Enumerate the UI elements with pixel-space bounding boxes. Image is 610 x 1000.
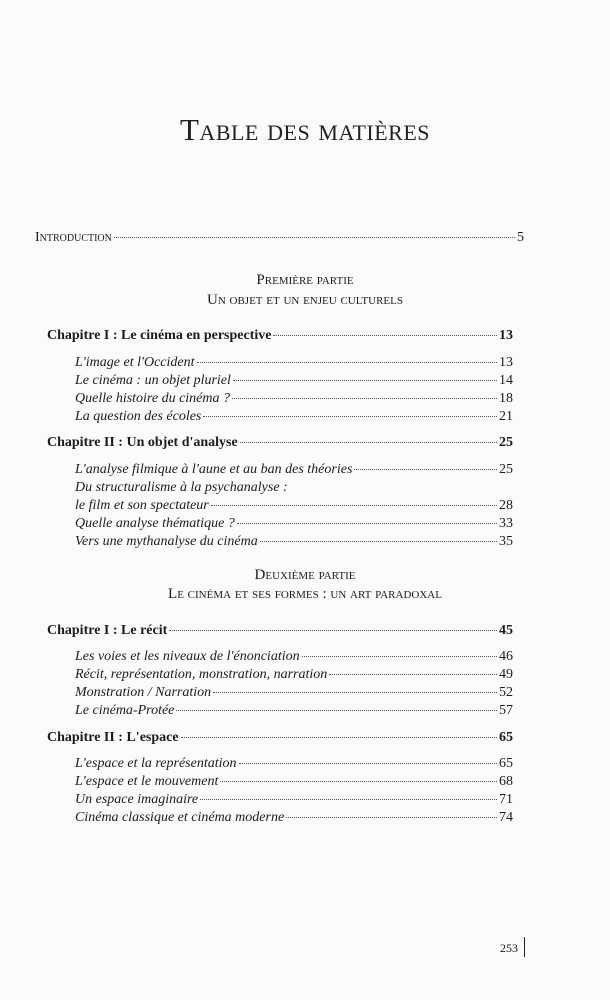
page-number: 14 — [499, 373, 513, 388]
toc-label: Un espace imaginaire — [75, 792, 199, 807]
toc-section[interactable] — [75, 685, 513, 701]
dot-leader — [354, 468, 497, 470]
dot-leader — [197, 361, 497, 363]
dot-leader — [200, 798, 497, 800]
dot-leader — [220, 780, 497, 782]
toc-label: Chapitre II : Un objet d'analyse — [47, 435, 238, 450]
toc-section[interactable] — [75, 462, 513, 478]
page-number: 18 — [499, 391, 513, 406]
toc-label: L'espace et le mouvement — [75, 774, 219, 789]
dot-leader — [273, 334, 497, 336]
page-number: 25 — [499, 462, 513, 477]
toc-label: Le cinéma : un objet pluriel — [75, 373, 231, 388]
dot-leader — [232, 397, 497, 399]
toc-entry-introduction[interactable] — [35, 230, 524, 246]
toc-label: le film et son spectateur — [75, 498, 209, 513]
page-number: 46 — [499, 649, 513, 664]
toc-label: Le cinéma-Protée — [75, 703, 175, 718]
toc-section[interactable] — [75, 498, 513, 514]
dot-leader — [213, 691, 497, 693]
toc-label: L'analyse filmique à l'aune et au ban des théories — [75, 462, 353, 477]
dot-leader — [260, 540, 497, 542]
toc-section-line: Du structuralisme à la psychanalyse : — [75, 480, 288, 495]
dot-leader — [169, 629, 497, 631]
toc-label: Introduction — [35, 230, 112, 245]
dot-leader — [237, 522, 497, 524]
toc-label: Chapitre II : L'espace — [47, 730, 179, 745]
page-number: 33 — [499, 516, 513, 531]
toc-label: Cinéma classique et cinéma moderne — [75, 810, 285, 825]
page-number: 49 — [499, 667, 513, 682]
part-heading: Première partie — [256, 272, 354, 288]
toc-section[interactable] — [75, 409, 513, 425]
toc-chapter[interactable] — [47, 435, 513, 451]
toc-label: Chapitre I : Le cinéma en perspective — [47, 328, 272, 343]
page-number: 13 — [499, 355, 513, 370]
toc-chapter[interactable] — [47, 730, 513, 746]
page-number: 74 — [499, 810, 513, 825]
toc-section[interactable] — [75, 703, 513, 719]
page-number: 25 — [499, 435, 513, 450]
toc-section[interactable] — [75, 649, 513, 665]
part-heading: Deuxième partie — [254, 567, 356, 583]
toc-section[interactable] — [75, 534, 513, 550]
dot-leader — [203, 415, 497, 417]
dot-leader — [286, 816, 497, 818]
toc-section[interactable] — [75, 810, 513, 826]
page-number: 45 — [499, 623, 513, 638]
page-number: 65 — [499, 730, 513, 745]
dot-leader — [329, 673, 497, 675]
toc-label: Récit, représentation, monstration, narration — [75, 667, 328, 682]
toc-label: La question des écoles — [75, 409, 202, 424]
page-number: 21 — [499, 409, 513, 424]
page-title: Table des matières — [180, 112, 430, 147]
toc-chapter[interactable] — [47, 328, 513, 344]
page-number: 35 — [499, 534, 513, 549]
toc-section[interactable] — [75, 774, 513, 790]
toc-label: Vers une mythanalyse du cinéma — [75, 534, 258, 549]
toc-section[interactable] — [75, 756, 513, 772]
part-subtitle: Un objet et un enjeu culturels — [206, 292, 403, 308]
toc-section[interactable] — [75, 373, 513, 389]
toc-label: Chapitre I : Le récit — [47, 623, 168, 638]
toc-label: L'image et l'Occident — [75, 355, 195, 370]
toc-label: Monstration / Narration — [75, 685, 212, 700]
part-subtitle: Le cinéma et ses formes : un art paradoxal — [168, 586, 442, 602]
toc-label: Quelle histoire du cinéma ? — [75, 391, 231, 406]
dot-leader — [302, 655, 497, 657]
page-number: 57 — [499, 703, 513, 718]
page-number: 71 — [499, 792, 513, 807]
dot-leader — [176, 709, 497, 711]
dot-leader — [114, 236, 515, 238]
page-number: 52 — [499, 685, 513, 700]
folio-page-number: 253 — [486, 937, 525, 957]
dot-leader — [239, 762, 498, 764]
toc-section[interactable] — [75, 667, 513, 683]
dot-leader — [181, 736, 497, 738]
dot-leader — [240, 441, 497, 443]
toc-section[interactable] — [75, 792, 513, 808]
page-number: 68 — [499, 774, 513, 789]
page-number: 28 — [499, 498, 513, 513]
page-number: 65 — [499, 756, 513, 771]
toc-section[interactable] — [75, 391, 513, 407]
page-number: 13 — [499, 328, 513, 343]
toc-section[interactable] — [75, 355, 513, 371]
toc-label: Quelle analyse thématique ? — [75, 516, 235, 531]
page-number: 5 — [517, 230, 524, 245]
toc-section[interactable] — [75, 516, 513, 532]
toc-label: Les voies et les niveaux de l'énonciation — [75, 649, 300, 664]
toc-label: L'espace et la représentation — [75, 756, 237, 771]
dot-leader — [233, 379, 497, 381]
dot-leader — [211, 504, 497, 506]
toc-chapter[interactable] — [47, 623, 513, 639]
